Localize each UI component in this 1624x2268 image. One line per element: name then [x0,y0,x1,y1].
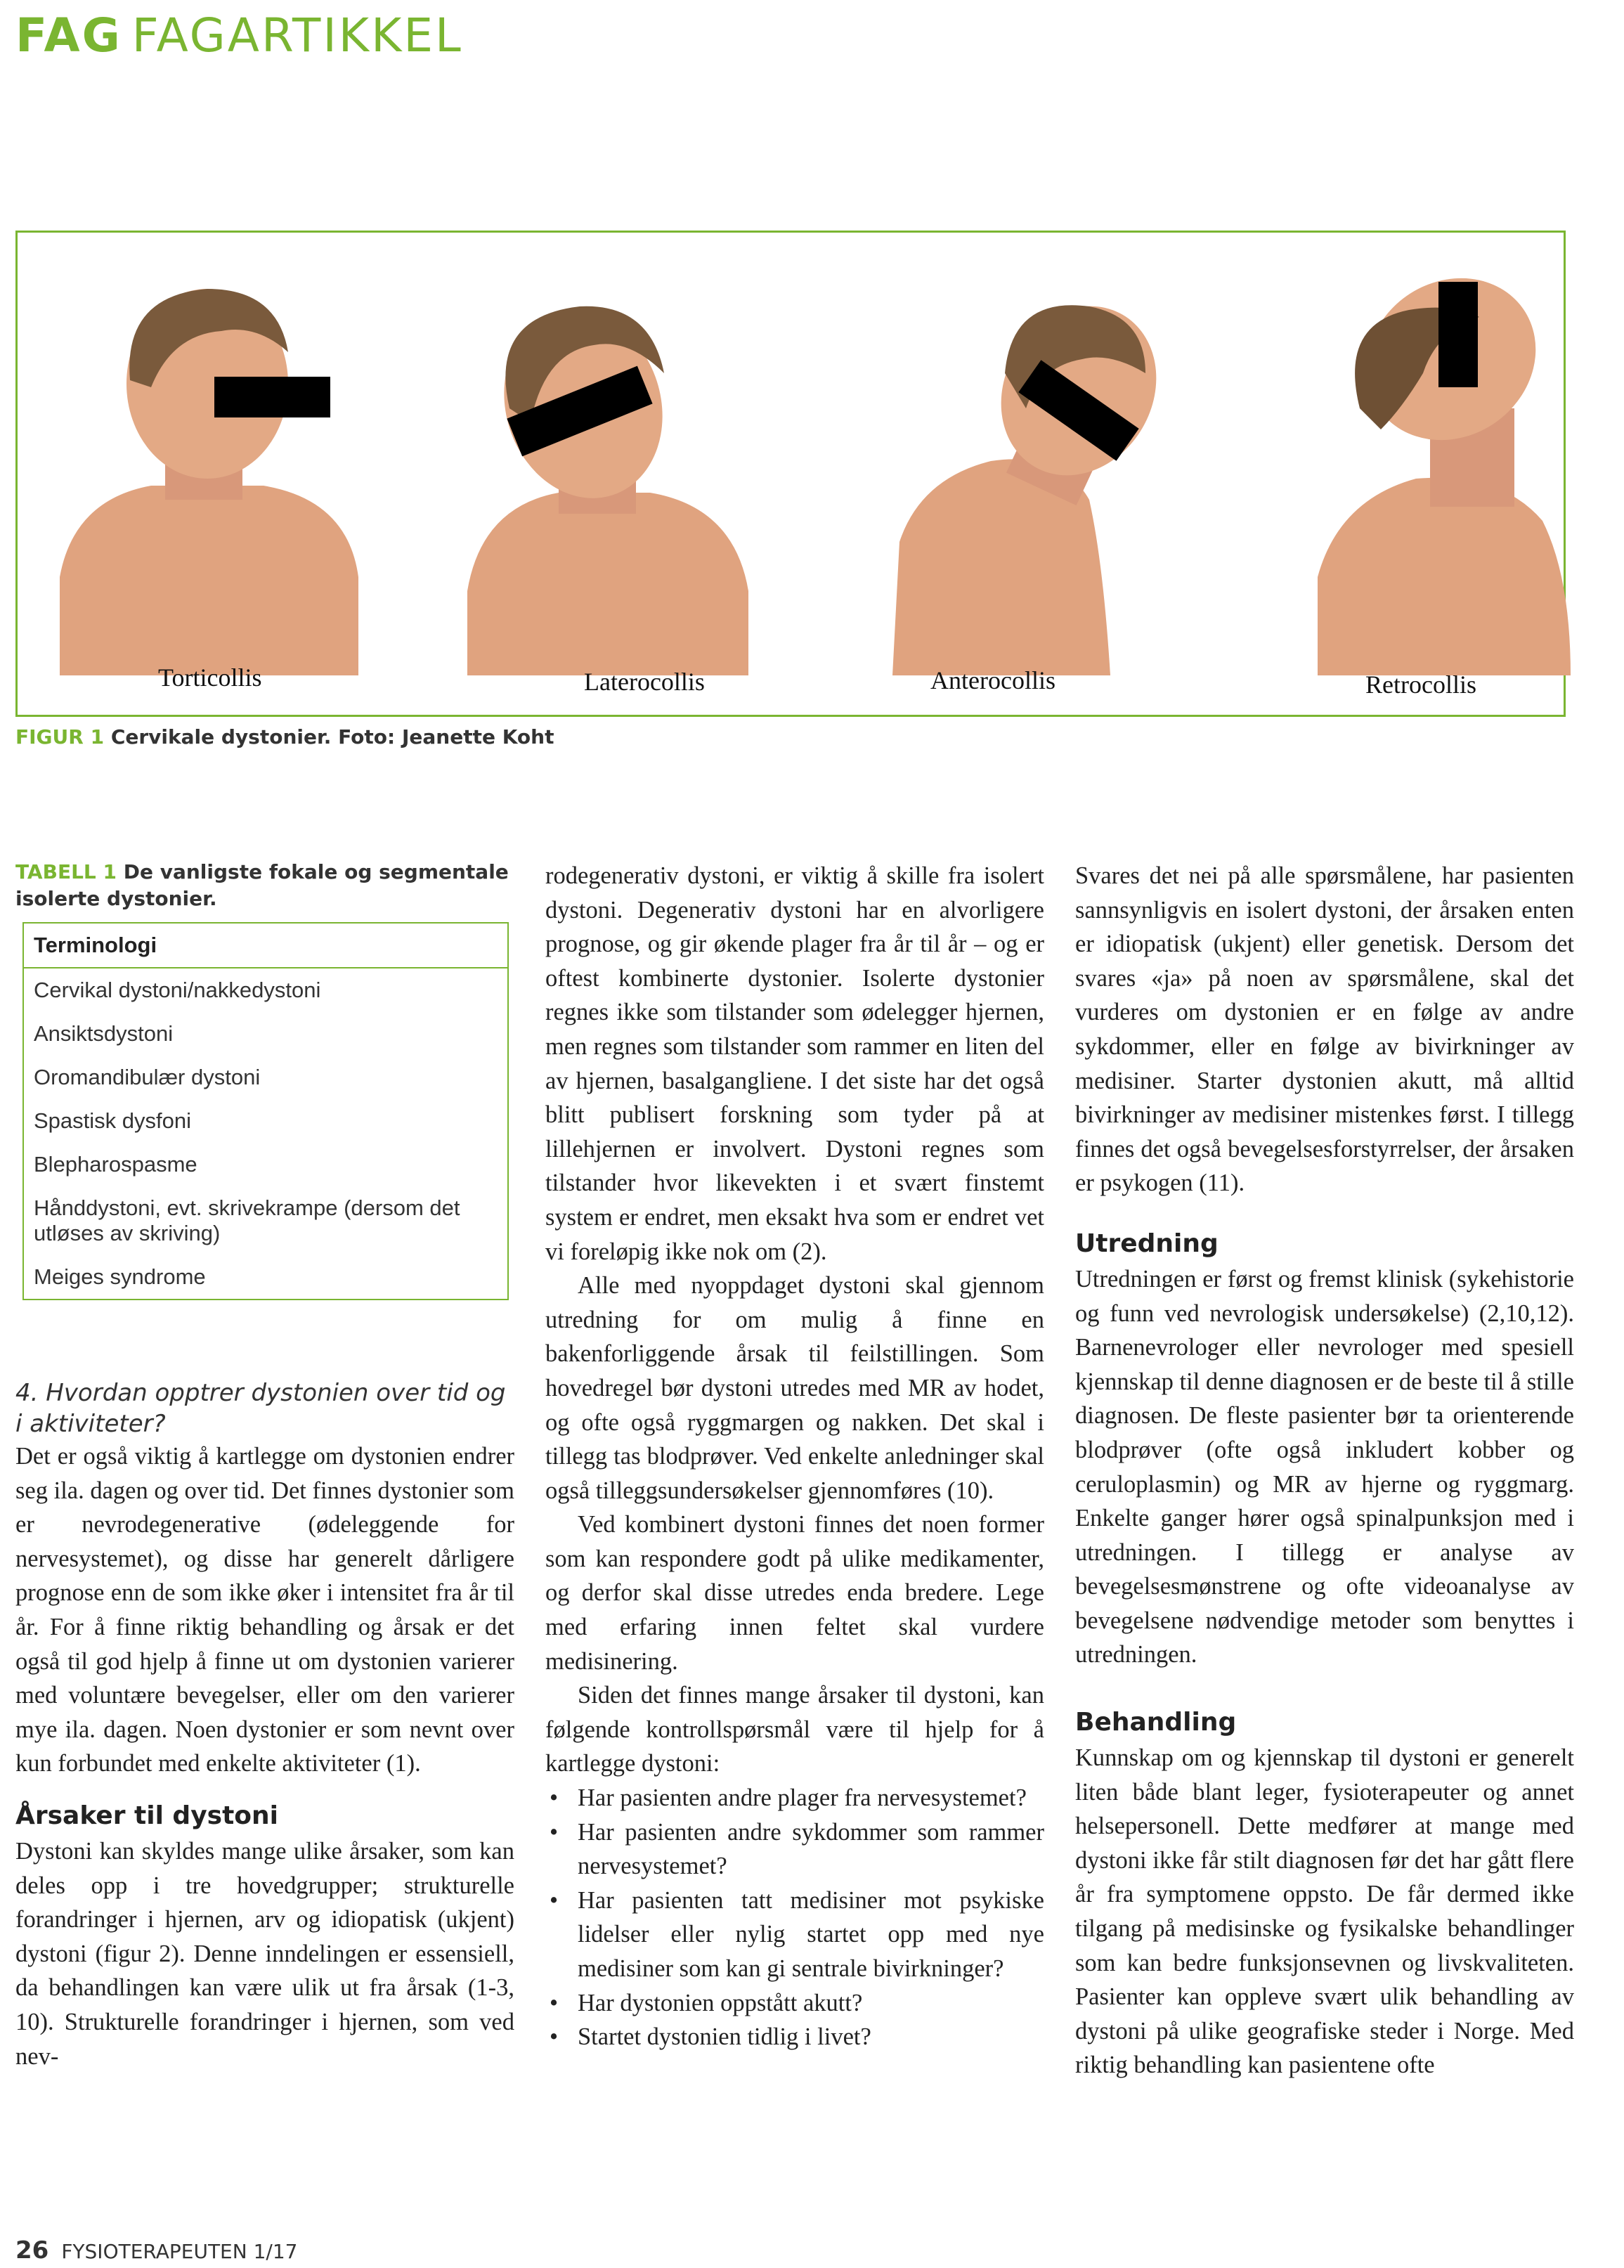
table-header: Terminologi [24,924,507,968]
paragraph: Ved kombinert dystoni finnes det noen former som kan respondere godt på ulike medikamenter, og derfor skal disse utredes enda bredere. Lege med erfaring innen feltet skal vurdere medisinering. [545,1511,1044,1675]
photo-anterocollis [878,268,1202,675]
table-row: Blepharospasme [34,1152,197,1177]
list-item: • Har pasienten andre sykdommer som rammer nervesystemet? [545,1815,1044,1884]
paragraph: rodegenerativ dystoni, er viktig å skille fra isolert dystoni. Degenerativ dystoni har en alvorligere prognose, og gir økende plager fra år til år – og er oftest kombinerte dystonier. Isolerte dystonier regnes ikke som tilstander som ødelegger hjernen, men regnes som tilstander som rammer en liten del av hjernen, basalgangliene. I det siste har det også blitt publisert forskning som tyder på at lillehjernen er involvert. Dystoni regnes som tilstander hvor likevekten i et svært finstemt system er endret, men eksakt hva som er endret vet vi foreløpig ikke nok om (2). [545,862,1044,1265]
behandling-paragraph: Kunnskap om og kjennskap til dystoni er generelt liten både blant leger, fysioterapeuter og annet helsepersonell. Dette medfører at mange med dystoni ikke får stilt diagnosen før det har gått flere år fra symptomene oppsto. De får dermed ikke tilgang på medisinske og fysikalske behandlinger som kan bedre funksjonsevnen og livskvaliteten. Pasienter kan oppleve svært ulik behandling av dystoni på ulike geografiske steder i Norge. Med riktig behandling kan pasientene ofte [1075,1744,1574,2079]
figure-caption-label: FIGUR 1 [15,725,105,749]
table-row: Spastisk dysfoni [34,1108,191,1133]
figure-caption-text: Cervikale dystonier. Foto: Jeanette Koht [110,725,554,749]
page-footer [15,2236,297,2264]
table-row: Ansiktsdystoni [34,1021,174,1046]
column-3 [1075,859,1574,2082]
causes-heading: Årsaker til dystoni [15,1801,279,1830]
behandling-heading: Behandling [1075,1708,1237,1737]
question-4-paragraph: Det er også viktig å kartlegge om dystonien endrer seg ila. dagen og over tid. Det finnes dystonier som er nevrodegenerative (ødeleggende for nervesystemet), og disse har generelt dårligere prognose enn de som ikke øker i intensitet fra år til år. For å finne riktig behandling og årsak er det også til god hjelp å finne ut om dystonien varierer med voluntære bevegelser, eller om den varierer mye ila. dagen. Noen dystonier er som nevnt over kun forbundet med enkelte aktiviteter (1). [15,1443,514,1777]
paragraph: Alle med nyoppdaget dystoni skal gjennom utredning for om mulig å finne en bakenforliggende årsak til feilstillingen. Som hovedregel bør dystoni utredes med MR av hodet, og ofte også ryggmargen og nakken. Det skal i tillegg tas blodprøver. Ved enkelte anledninger skal også tilleggsundersøkelser gjennomføres (10). [545,1272,1044,1504]
table-caption-text: De vanligste fokale og segmentale isolerte dystonier. [15,860,509,910]
column-1 [15,859,514,2073]
table-caption [15,859,514,912]
figure-label-retrocollis: Retrocollis [1365,670,1476,699]
utredning-paragraph: Utredningen er først og fremst klinisk (sykehistorie og funn ved nevrologisk undersøkelse) (2,10,12). Barnenevrologer eller nevrologer med spesiell kjennskap til denne diagnosen er de beste til å stille diagnosen. De fleste pasienter bør ta orienterende blodprøver (ofte også inkludert kobber og ceruloplasmin) og MR av hjerne og ryggmarg. Enkelte ganger hører også spinalpunksjon med i utredningen. I tillegg er analyse av bevegelsesmønstrene og ofte videoanalyse av bevegelsene nødvendige metoder som benyttes i utredningen. [1075,1265,1574,1668]
list-item: • Startet dystonien tidlig i livet? [545,2020,1044,2054]
figure-caption [15,725,554,749]
paragraph: Svares det nei på alle spørsmålene, har pasienten sannsynligvis en isolert dystoni, der årsaken enten er idiopatisk (ukjent) eller genetisk. Dersom det svares «ja» på noen av spørsmålene, skal det vurderes om dystonien er en følge av andre sykdommer, eller en følge av bivirkninger av medisiner. Starter dystonien akutt, må alltid bivirkninger av medisiner mistenkes først. I tillegg finnes det også bevegelsesforstyrrelser, der årsaken er psykogen (11). [1075,862,1574,1197]
figure-1 [15,231,1566,717]
question-4-heading: 4. Hvordan opptrer dystonien over tid og i aktiviteter? [15,1379,506,1438]
section-header [15,8,463,63]
list-item: • Har pasienten andre plager fra nervesystemet? [545,1781,1044,1815]
figure-label-laterocollis: Laterocollis [584,668,705,696]
table-row: Hånddystoni, evt. skrivekrampe (dersom det utløses av skriving) [34,1195,460,1245]
photo-torticollis [46,268,369,675]
table-row: Cervikal dystoni/nakkedystoni [34,978,321,1002]
page-number: 26 [15,2236,49,2264]
paragraph: Siden det finnes mange årsaker til dystoni, kan følgende kontrollspørsmål være til hjelp for å kartlegge dystoni: [545,1682,1044,1777]
causes-paragraph: Dystoni kan skyldes mange ulike årsaker, som kan deles opp i tre hovedgrupper; strukturelle forandringer i hjernen, arv og idiopatisk (ukjent) dystoni (figur 2). Denne inndelingen er essensiell, da behandlingen kan være ulik ut fra årsak (1-3, 10). Strukturelle forandringer i hjernen, som ved nev- [15,1837,514,2070]
list-item: • Har pasienten tatt medisiner mot psykiske lidelser eller nylig startet opp med nye medisiner som kan gi sentrale bivirkninger? [545,1884,1044,1986]
utredning-heading: Utredning [1075,1229,1219,1258]
figure-label-anterocollis: Anterocollis [930,666,1055,694]
table-row: Meiges syndrome [34,1264,206,1289]
figure-label-torticollis: Torticollis [158,663,262,692]
section-title: FAGARTIKKEL [131,8,463,63]
control-questions-list [545,1781,1044,2054]
terminology-table [22,922,509,1300]
table-row: Oromandibulær dystoni [34,1065,261,1089]
photo-retrocollis [1275,268,1599,675]
table-caption-label: TABELL 1 [15,860,117,883]
publication-name: FYSIOTERAPEUTEN 1/17 [61,2240,298,2263]
column-2 [545,859,1044,2054]
photo-laterocollis [439,268,762,675]
section-label: FAG [15,8,122,63]
list-item: • Har dystonien oppstått akutt? [545,1986,1044,2021]
